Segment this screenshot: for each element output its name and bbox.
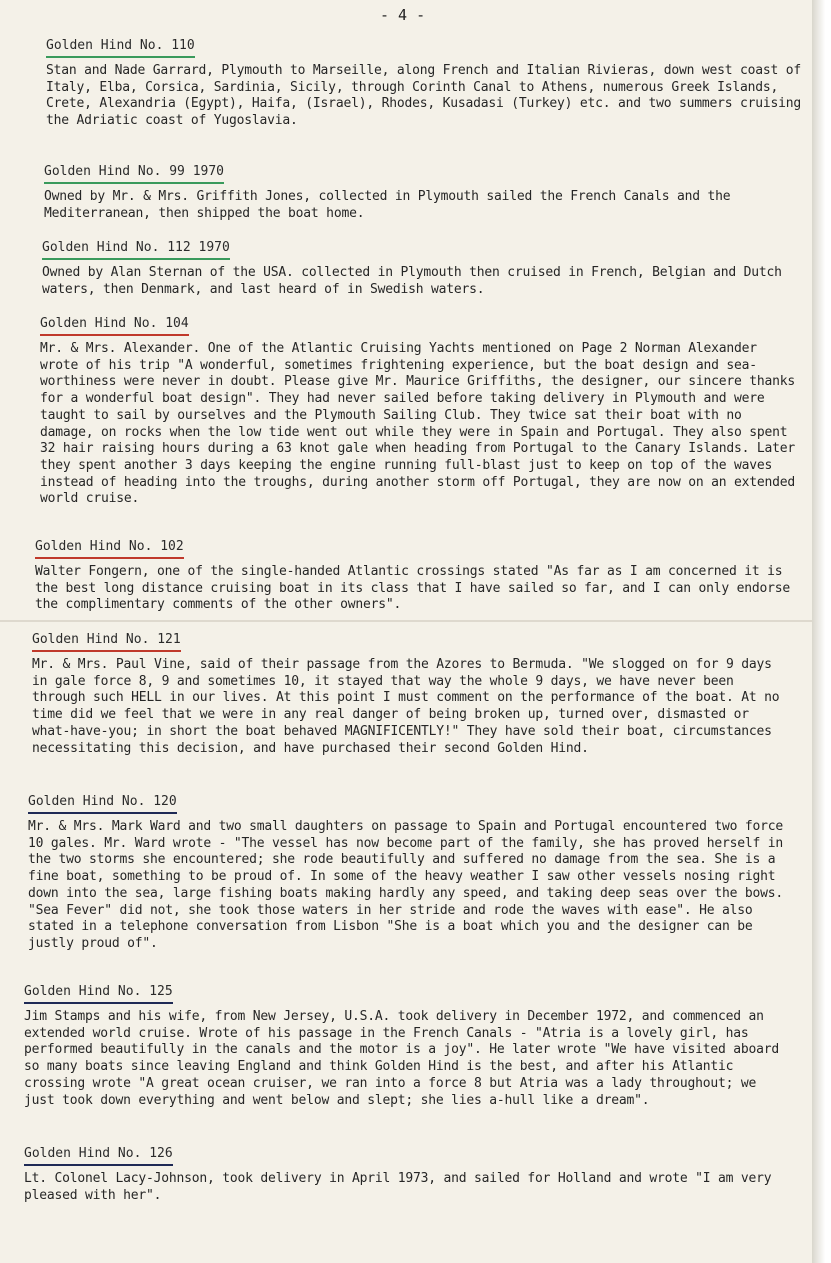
entry-heading: Golden Hind No. 125 xyxy=(24,983,173,1004)
entry-golden-hind-110 xyxy=(46,34,806,130)
entry-golden-hind-125 xyxy=(24,980,784,1109)
entry-heading: Golden Hind No. 110 xyxy=(46,37,195,58)
entry-golden-hind-104 xyxy=(40,312,800,508)
entry-heading: Golden Hind No. 126 xyxy=(24,1145,173,1166)
entry-heading: Golden Hind No. 104 xyxy=(40,315,189,336)
page-edge xyxy=(812,0,831,1263)
entry-body: Stan and Nade Garrard, Plymouth to Marseille, along French and Italian Rivieras, down west coast of Italy, Elba, Corsica, Sardinia, Sicily, through Corinth Canal to Athens, numerous Greek Islands, Crete, Alexandria (Egypt), Haifa, (Israel), Rhodes, Kusadasi (Turkey) etc. and two summers cruising the Adriatic coast of Yugoslavia. xyxy=(46,63,802,129)
entry-golden-hind-99 xyxy=(44,160,804,222)
entry-golden-hind-121 xyxy=(32,628,792,757)
entry-golden-hind-120 xyxy=(28,790,788,953)
entry-body: Jim Stamps and his wife, from New Jersey, U.S.A. took delivery in December 1972, and commenced an extended world cruise. Wrote of his passage in the French Canals - "Atria is a lovely girl, has performed beautifully in the canals and the motor is a joy". He later wrote "We have visited aboard so many boats since leaving England and think Golden Hind is the best, and after his Atlantic crossing wrote "A great ocean cruiser, we ran into a force 8 but Atria was a lady throughout; we just took down everything and went below and slept; she lies a-hull like a dream". xyxy=(24,1009,780,1108)
entry-heading: Golden Hind No. 120 xyxy=(28,793,177,814)
entry-heading: Golden Hind No. 102 xyxy=(35,538,184,559)
entry-body: Owned by Alan Sternan of the USA. collected in Plymouth then cruised in French, Belgian and Dutch waters, then Denmark, and last heard of in Swedish waters. xyxy=(42,265,782,297)
entry-heading: Golden Hind No. 121 xyxy=(32,631,181,652)
entry-body: Owned by Mr. & Mrs. Griffith Jones, collected in Plymouth sailed the French Canals and the Mediterranean, then shipped the boat home. xyxy=(44,189,731,221)
entry-body: Mr. & Mrs. Alexander. One of the Atlantic Cruising Yachts mentioned on Page 2 Norman Alexander wrote of his trip "A wonderful, sometimes frightening experience, but the boat design and sea-worthiness were never in doubt. Please give Mr. Maurice Griffiths, the designer, our sincere thanks for a wonderful boat design". They had never sailed before taking delivery in Plymouth and were taught to sail by ourselves and the Plymouth Sailing Club. They twice sat their boat with no damage, on rocks when the low tide went out while they were in Spain and Portugal. They also spent 32 hair raising hours during a 63 knot gale when heading from Portugal to the Canary Islands. Later they spent another 3 days keeping the engine running full-blast just to keep on top of the waves instead of heading into the troughs, during another storm off Portugal, they are now on an extended world cruise. xyxy=(40,341,796,507)
page-number: - 4 - xyxy=(380,6,426,24)
entry-heading: Golden Hind No. 112 1970 xyxy=(42,239,230,260)
entry-golden-hind-112 xyxy=(42,236,802,298)
entry-body: Lt. Colonel Lacy-Johnson, took delivery in April 1973, and sailed for Holland and wrote "I am very pleased with her". xyxy=(24,1171,772,1203)
entry-body: Mr. & Mrs. Mark Ward and two small daughters on passage to Spain and Portugal encountered two force 10 gales. Mr. Ward wrote - "The vessel has now become part of the family, she has proved herself in the two storms she encountered; she rode beautifully and suffered no damage from the sea. She is a fine boat, something to be proud of. In some of the heavy weather I saw other vessels nosing right down into the sea, large fishing boats making hardly any speed, and taking deep seas over the bows. "Sea Fever" did not, she took those waters in her stride and rode the waves with ease". He also stated in a telephone conversation from Lisbon "She is a boat which you and the designer can be justly proud of". xyxy=(28,819,784,951)
entry-golden-hind-126 xyxy=(24,1142,784,1204)
entry-golden-hind-102 xyxy=(35,535,795,614)
entry-body: Mr. & Mrs. Paul Vine, said of their passage from the Azores to Bermuda. "We slogged on for 9 days in gale force 8, 9 and sometimes 10, it stayed that way the whole 9 days, we have never been through such HELL in our lives. At this point I must comment on the performance of the boat. At no time did we feel that we were in any real danger of being broken up, turned over, dismasted or what-have-you; in short the boat behaved MAGNIFICENTLY!" They have sold their boat, circumstances necessitating this decision, and have purchased their second Golden Hind. xyxy=(32,657,780,756)
entry-heading: Golden Hind No. 99 1970 xyxy=(44,163,224,184)
entry-body: Walter Fongern, one of the single-handed Atlantic crossings stated "As far as I am concerned it is the best long distance cruising boat in its class that I have sailed so far, and I can only endorse the complimentary comments of the other owners". xyxy=(35,564,791,613)
